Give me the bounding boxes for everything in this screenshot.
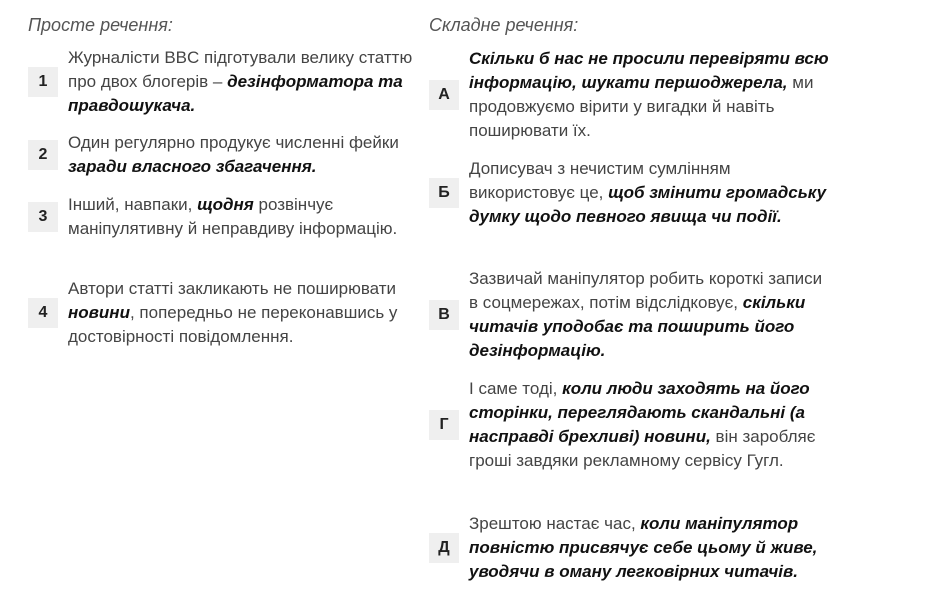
text-fragment: Зазвичай маніпулятор робить короткі записи в соцмережах, потім відслідковує, (469, 269, 823, 312)
text-fragment: Один регулярно продукує численні фейки (68, 133, 399, 152)
sentence-letter-badge: Б (429, 178, 459, 208)
text-fragment: Журналісти BBC підготували велику статтю про двох блогерів – (68, 48, 413, 91)
complex-sentences-heading: Складне речення: (429, 15, 579, 35)
text-fragment: ми продовжуємо вірити у вигадки й навіть поширювати їх. (469, 73, 814, 140)
highlighted-fragment: скільки читачів уподобає та поширить його дезінформацію. (469, 293, 806, 360)
complex-sentence-item (429, 157, 834, 229)
text-fragment: Інший, навпаки, (68, 195, 198, 214)
sentence-text (469, 512, 834, 584)
highlighted-fragment: дезінформатора та правдошукача. (68, 72, 403, 115)
complex-sentence-item (429, 267, 834, 363)
sentence-text (68, 193, 413, 241)
sentence-number-badge: 4 (28, 298, 58, 328)
sentence-letter-badge: А (429, 80, 459, 110)
highlighted-fragment: Скільки б нас не просили перевіряти всю інформацію, шукати першоджерела, (469, 49, 829, 92)
simple-sentence-item (28, 277, 413, 349)
sentence-text (469, 377, 834, 473)
complex-sentence-item (429, 512, 834, 584)
text-fragment: , попередньо не переконавшись у достовірності повідомлення. (68, 303, 398, 346)
sentence-number-badge: 2 (28, 140, 58, 170)
sentence-number-badge: 1 (28, 67, 58, 97)
simple-sentence-item (28, 131, 413, 179)
sentence-text (469, 47, 834, 143)
text-fragment: І саме тоді, (469, 379, 563, 398)
highlighted-fragment: коли люди заходять на його сторінки, переглядають скандальні (а насправді брехливі) новини, (469, 379, 810, 446)
highlighted-fragment: щоб змінити громадську думку щодо певного явища чи події. (469, 183, 827, 226)
highlighted-fragment: коли маніпулятор повністю присвячує себе цьому й живе, уводячи в оману легковірних читачів. (469, 514, 818, 581)
highlighted-fragment: заради власного збагачення. (68, 157, 317, 176)
sentence-number-badge: 3 (28, 202, 58, 232)
sentence-text (469, 267, 834, 363)
highlighted-fragment: новини (68, 303, 130, 322)
complex-sentence-item (429, 377, 834, 473)
sentence-text (68, 46, 413, 118)
sentence-letter-badge: Г (429, 410, 459, 440)
simple-sentences-heading: Просте речення: (28, 15, 173, 35)
sentence-text (68, 277, 413, 349)
highlighted-fragment: щодня (197, 195, 254, 214)
sentence-text (68, 131, 413, 179)
sentence-letter-badge: В (429, 300, 459, 330)
sentence-text (469, 157, 834, 229)
text-fragment: розвінчує маніпулятивну й неправдиву інформацію. (68, 195, 398, 238)
sentence-letter-badge: Д (429, 533, 459, 563)
text-fragment: Зрештою настає час, (469, 514, 641, 533)
text-fragment: Дописувач з нечистим сумлінням використовує це, (469, 159, 731, 202)
simple-sentence-item (28, 46, 413, 118)
text-fragment: Автори статті закликають не поширювати (68, 279, 397, 298)
simple-sentence-item (28, 193, 413, 241)
text-fragment: він заробляє гроші завдяки рекламному сервісу Гугл. (469, 427, 816, 470)
complex-sentence-item (429, 47, 834, 143)
